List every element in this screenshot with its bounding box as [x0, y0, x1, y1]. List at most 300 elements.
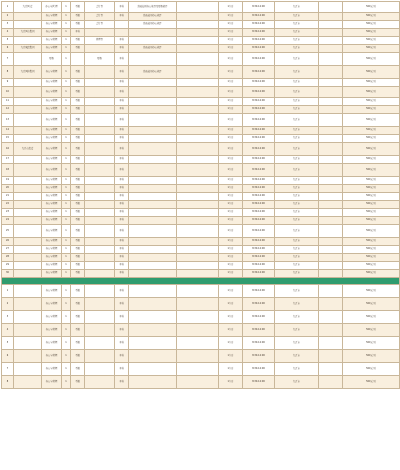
table-row: [2, 98, 400, 106]
cell-time: 1个月: [219, 114, 243, 127]
cell-req: [129, 114, 177, 127]
cell-unit: [14, 225, 42, 238]
cell-other: [319, 185, 343, 193]
table-row: [2, 87, 400, 98]
cell-dur: 8:30-12:00: [243, 164, 275, 177]
cell-cert: 本科: [115, 177, 129, 185]
cell-other: [319, 270, 343, 278]
cell-major: [85, 324, 115, 337]
cell-notes: [177, 337, 219, 350]
cell-place: 九江市: [275, 185, 319, 193]
cell-unit: [14, 217, 42, 225]
cell-n: 5: [2, 337, 14, 350]
table-row: [2, 209, 400, 217]
cell-cert: 本科: [115, 53, 129, 66]
cell-edu: [71, 53, 85, 66]
cell-notes: [177, 114, 219, 127]
cell-time: 1个月: [219, 254, 243, 262]
cell-major: [85, 350, 115, 363]
cell-pay: 500元/月: [343, 106, 400, 114]
cell-unit: [14, 79, 42, 87]
cell-req: [129, 217, 177, 225]
cell-num: 1: [62, 127, 71, 135]
cell-notes: [177, 135, 219, 143]
cell-post: 办公室管理: [42, 21, 62, 29]
cell-cert: 本科: [115, 209, 129, 217]
cell-major: [85, 143, 115, 156]
cell-major: [85, 285, 115, 298]
cell-time: 1个月: [219, 87, 243, 98]
cell-time: 1个月: [219, 262, 243, 270]
cell-req: [129, 324, 177, 337]
cell-time: 1个月: [219, 21, 243, 29]
cell-time: 1个月: [219, 363, 243, 376]
cell-dur: 8:30-12:00: [243, 225, 275, 238]
cell-cert: 本科: [115, 246, 129, 254]
cell-post: 办公室管理: [42, 254, 62, 262]
cell-time: 1个月: [219, 337, 243, 350]
cell-other: [319, 324, 343, 337]
cell-edu: 不限: [71, 337, 85, 350]
cell-notes: [177, 185, 219, 193]
cell-dur: 8:30-12:00: [243, 270, 275, 278]
cell-post: 办公室管理: [42, 66, 62, 79]
cell-n: 27: [2, 246, 14, 254]
cell-edu: 不限: [71, 193, 85, 201]
cell-place: 九江市: [275, 135, 319, 143]
cell-req: [129, 87, 177, 98]
table-row: [2, 143, 400, 156]
cell-req: [129, 135, 177, 143]
cell-cert: 本科: [115, 254, 129, 262]
cell-unit: 九江国 资: [14, 2, 42, 13]
cell-major: 管理类: [85, 37, 115, 45]
cell-req: [129, 29, 177, 37]
cell-pay: 500元/月: [343, 13, 400, 21]
cell-post: 办公室管理: [42, 225, 62, 238]
cell-num: 1: [62, 376, 71, 389]
cell-edu: 不限: [71, 324, 85, 337]
cell-other: [319, 79, 343, 87]
cell-major: 会计类: [85, 21, 115, 29]
cell-req: [129, 164, 177, 177]
cell-dur: 8:30-12:00: [243, 209, 275, 217]
cell-unit: [14, 127, 42, 135]
cell-pay: 500元/月: [343, 21, 400, 29]
cell-edu: 不限: [71, 2, 85, 13]
cell-unit: [14, 164, 42, 177]
cell-pay: 500元/月: [343, 311, 400, 324]
cell-n: 2: [2, 13, 14, 21]
cell-other: [319, 246, 343, 254]
table-row: [2, 363, 400, 376]
cell-major: [85, 217, 115, 225]
cell-cert: 本科: [115, 217, 129, 225]
cell-unit: [14, 376, 42, 389]
table-row: [2, 156, 400, 164]
cell-edu: 不限: [71, 262, 85, 270]
cell-edu: 不限: [71, 45, 85, 53]
cell-post: 办公室管理: [42, 29, 62, 37]
cell-time: 1个月: [219, 311, 243, 324]
cell-pay: 500元/月: [343, 209, 400, 217]
cell-place: 九江市: [275, 285, 319, 298]
table-row: [2, 254, 400, 262]
cell-time: 1个月: [219, 45, 243, 53]
cell-place: 九江市: [275, 376, 319, 389]
cell-post: 办公室管理: [42, 376, 62, 389]
cell-other: [319, 225, 343, 238]
cell-edu: 不限: [71, 209, 85, 217]
cell-post: 办公室管理: [42, 350, 62, 363]
table-row: [2, 185, 400, 193]
cell-unit: [14, 246, 42, 254]
cell-num: 1: [62, 164, 71, 177]
table-row: [2, 193, 400, 201]
cell-edu: 不限: [71, 350, 85, 363]
cell-unit: [14, 350, 42, 363]
cell-n: 29: [2, 262, 14, 270]
cell-num: 1: [62, 66, 71, 79]
cell-cert: 本科: [115, 98, 129, 106]
cell-cert: 本科: [115, 156, 129, 164]
cell-req: [129, 246, 177, 254]
table-row: [2, 2, 400, 13]
cell-other: [319, 45, 343, 53]
cell-cert: 本科: [115, 225, 129, 238]
cell-pay: 500元/月: [343, 270, 400, 278]
cell-dur: 8:30-12:00: [243, 311, 275, 324]
cell-unit: [14, 106, 42, 114]
cell-notes: [177, 285, 219, 298]
cell-n: 23: [2, 209, 14, 217]
cell-cert: 本科: [115, 185, 129, 193]
cell-req: 熟练使用办公软件: [129, 45, 177, 53]
cell-other: [319, 238, 343, 246]
cell-pay: 500元/月: [343, 298, 400, 311]
cell-place: 九江市: [275, 29, 319, 37]
cell-other: [319, 53, 343, 66]
cell-post: 办公室管理: [42, 337, 62, 350]
cell-post: 办公室管理: [42, 285, 62, 298]
cell-time: 1个月: [219, 238, 243, 246]
section-divider: [2, 278, 400, 285]
cell-edu: 不限: [71, 79, 85, 87]
cell-post: 办公室管理: [42, 193, 62, 201]
cell-place: 九江市: [275, 127, 319, 135]
cell-num: 1: [62, 13, 71, 21]
cell-n: 1: [2, 2, 14, 13]
table-row: [2, 217, 400, 225]
cell-edu: 不限: [71, 376, 85, 389]
cell-place: 九江市: [275, 66, 319, 79]
cell-n: 11: [2, 98, 14, 106]
cell-pay: 500元/月: [343, 246, 400, 254]
cell-major: [85, 98, 115, 106]
cell-req: [129, 127, 177, 135]
cell-notes: [177, 270, 219, 278]
cell-place: 九江市: [275, 177, 319, 185]
cell-dur: 8:30-12:00: [243, 13, 275, 21]
cell-cert: 本科: [115, 270, 129, 278]
cell-other: [319, 376, 343, 389]
cell-n: 7: [2, 363, 14, 376]
cell-post: 办公室管理: [42, 143, 62, 156]
cell-dur: 8:30-12:00: [243, 2, 275, 13]
cell-num: 1: [62, 21, 71, 29]
cell-pay: 500元/月: [343, 164, 400, 177]
cell-notes: [177, 298, 219, 311]
table-row: [2, 164, 400, 177]
cell-place: 九江市: [275, 217, 319, 225]
cell-unit: [14, 53, 42, 66]
cell-place: 九江市: [275, 238, 319, 246]
cell-notes: [177, 311, 219, 324]
cell-cert: 本科: [115, 135, 129, 143]
cell-notes: [177, 127, 219, 135]
cell-post: 财务: [42, 53, 62, 66]
cell-major: 财务: [85, 53, 115, 66]
cell-major: [85, 254, 115, 262]
cell-pay: 500元/月: [343, 37, 400, 45]
cell-dur: 8:30-12:00: [243, 106, 275, 114]
cell-place: 九江市: [275, 262, 319, 270]
cell-n: 16: [2, 143, 14, 156]
cell-cert: 本科: [115, 2, 129, 13]
cell-other: [319, 127, 343, 135]
cell-notes: [177, 201, 219, 209]
cell-n: 9: [2, 79, 14, 87]
cell-pay: 500元/月: [343, 201, 400, 209]
cell-other: [319, 285, 343, 298]
cell-num: 1: [62, 285, 71, 298]
cell-cert: 本科: [115, 127, 129, 135]
cell-notes: [177, 225, 219, 238]
cell-unit: [14, 337, 42, 350]
cell-edu: 不限: [71, 143, 85, 156]
cell-place: 九江市: [275, 311, 319, 324]
cell-place: 九江市: [275, 254, 319, 262]
cell-num: 1: [62, 45, 71, 53]
cell-num: 1: [62, 177, 71, 185]
cell-pay: 500元/月: [343, 238, 400, 246]
cell-num: 1: [62, 135, 71, 143]
cell-major: [85, 363, 115, 376]
cell-cert: 本科: [115, 324, 129, 337]
cell-edu: 不限: [71, 87, 85, 98]
cell-place: 九江市: [275, 156, 319, 164]
cell-dur: 8:30-12:00: [243, 37, 275, 45]
cell-unit: [14, 193, 42, 201]
cell-unit: [14, 13, 42, 21]
cell-pay: 500元/月: [343, 45, 400, 53]
cell-cert: 本科: [115, 106, 129, 114]
cell-dur: 8:30-12:00: [243, 127, 275, 135]
cell-major: [85, 135, 115, 143]
cell-place: 九江市: [275, 53, 319, 66]
cell-dur: 8:30-12:00: [243, 324, 275, 337]
cell-cert: 本科: [115, 285, 129, 298]
cell-major: [85, 376, 115, 389]
cell-other: [319, 29, 343, 37]
table-row: [2, 37, 400, 45]
cell-cert: 本科: [115, 238, 129, 246]
cell-unit: [14, 135, 42, 143]
cell-req: [129, 98, 177, 106]
cell-time: 1个月: [219, 201, 243, 209]
cell-req: [129, 270, 177, 278]
cell-pay: 500元/月: [343, 185, 400, 193]
cell-unit: [14, 156, 42, 164]
table-row: [2, 298, 400, 311]
cell-place: 九江市: [275, 37, 319, 45]
cell-req: [129, 201, 177, 209]
table-row: [2, 225, 400, 238]
cell-n: 7: [2, 53, 14, 66]
cell-n: 8: [2, 66, 14, 79]
table-row: [2, 246, 400, 254]
cell-notes: [177, 45, 219, 53]
cell-pay: 500元/月: [343, 127, 400, 135]
cell-edu: 不限: [71, 135, 85, 143]
cell-time: 1个月: [219, 298, 243, 311]
cell-num: 1: [62, 246, 71, 254]
cell-req: [129, 262, 177, 270]
cell-major: [85, 156, 115, 164]
cell-cert: 本科: [115, 350, 129, 363]
cell-major: 会计类: [85, 13, 115, 21]
cell-num: 1: [62, 106, 71, 114]
cell-time: 1个月: [219, 37, 243, 45]
cell-unit: [14, 311, 42, 324]
cell-edu: 不限: [71, 238, 85, 246]
cell-dur: 8:30-12:00: [243, 298, 275, 311]
cell-num: 1: [62, 254, 71, 262]
cell-edu: 不限: [71, 363, 85, 376]
cell-num: 1: [62, 156, 71, 164]
cell-major: [85, 185, 115, 193]
cell-major: [85, 238, 115, 246]
cell-time: 1个月: [219, 324, 243, 337]
cell-post: 办公室管理: [42, 45, 62, 53]
cell-place: 九江市: [275, 87, 319, 98]
cell-major: [85, 209, 115, 217]
table-row: [2, 135, 400, 143]
cell-time: 1个月: [219, 127, 243, 135]
cell-dur: 8:30-12:00: [243, 114, 275, 127]
cell-other: [319, 37, 343, 45]
cell-req: 熟练使用办公软件: [129, 21, 177, 29]
cell-num: 1: [62, 201, 71, 209]
cell-time: 1个月: [219, 225, 243, 238]
cell-edu: 不限: [71, 270, 85, 278]
cell-num: 1: [62, 53, 71, 66]
cell-pay: 500元/月: [343, 225, 400, 238]
cell-n: 21: [2, 193, 14, 201]
cell-post: 办公室管理: [42, 217, 62, 225]
cell-post: 办公室管理: [42, 185, 62, 193]
cell-dur: 8:30-12:00: [243, 29, 275, 37]
cell-unit: 九江市投资: [14, 143, 42, 156]
cell-dur: 8:30-12:00: [243, 98, 275, 106]
cell-post: 办公室管理: [42, 324, 62, 337]
cell-time: 1个月: [219, 270, 243, 278]
cell-req: [129, 363, 177, 376]
cell-edu: 本科: [71, 29, 85, 37]
cell-edu: 不限: [71, 156, 85, 164]
cell-other: [319, 337, 343, 350]
cell-num: 1: [62, 262, 71, 270]
cell-post: 办公室管理: [42, 311, 62, 324]
cell-time: 1个月: [219, 185, 243, 193]
cell-unit: [14, 201, 42, 209]
cell-dur: 8:30-12:00: [243, 238, 275, 246]
cell-pay: 500元/月: [343, 337, 400, 350]
cell-major: [85, 29, 115, 37]
cell-place: 九江市: [275, 45, 319, 53]
cell-notes: [177, 262, 219, 270]
cell-notes: [177, 156, 219, 164]
table-row: [2, 45, 400, 53]
cell-major: [85, 177, 115, 185]
cell-req: [129, 298, 177, 311]
cell-pay: 500元/月: [343, 114, 400, 127]
cell-edu: 不限: [71, 246, 85, 254]
cell-req: [129, 350, 177, 363]
cell-n: 28: [2, 254, 14, 262]
table-row: [2, 21, 400, 29]
cell-unit: [14, 114, 42, 127]
table-row: [2, 238, 400, 246]
cell-other: [319, 98, 343, 106]
cell-num: 1: [62, 225, 71, 238]
cell-notes: [177, 29, 219, 37]
cell-n: 5: [2, 37, 14, 45]
cell-major: [85, 262, 115, 270]
cell-cert: 本科: [115, 337, 129, 350]
cell-pay: 500元/月: [343, 29, 400, 37]
cell-other: [319, 164, 343, 177]
cell-time: 1个月: [219, 376, 243, 389]
cell-pay: 500元/月: [343, 143, 400, 156]
cell-major: [85, 79, 115, 87]
cell-cert: 本科: [115, 114, 129, 127]
cell-n: 25: [2, 225, 14, 238]
cell-num: 1: [62, 37, 71, 45]
cell-notes: [177, 2, 219, 13]
cell-edu: 不限: [71, 201, 85, 209]
cell-time: 1个月: [219, 106, 243, 114]
cell-post: 办公室管理: [42, 156, 62, 164]
cell-pay: 500元/月: [343, 363, 400, 376]
cell-post: 办公室管理: [42, 127, 62, 135]
cell-major: [85, 225, 115, 238]
cell-dur: 8:30-12:00: [243, 285, 275, 298]
cell-num: 1: [62, 298, 71, 311]
cell-unit: 九江城投集团: [14, 45, 42, 53]
cell-req: [129, 156, 177, 164]
cell-req: [129, 238, 177, 246]
cell-unit: [14, 324, 42, 337]
cell-notes: [177, 164, 219, 177]
cell-pay: 500元/月: [343, 177, 400, 185]
cell-edu: 不限: [71, 298, 85, 311]
cell-n: 20: [2, 185, 14, 193]
cell-major: [85, 114, 115, 127]
cell-edu: 不限: [71, 185, 85, 193]
cell-place: 九江市: [275, 201, 319, 209]
cell-major: [85, 298, 115, 311]
